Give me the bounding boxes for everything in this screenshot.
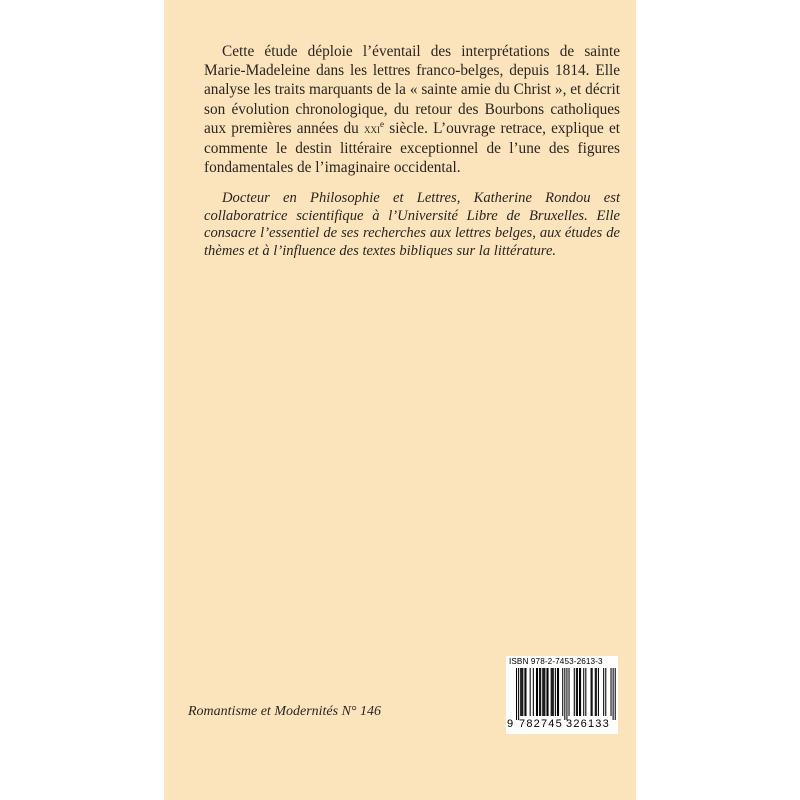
ean-first-digit: 9 [507, 718, 514, 730]
isbn-label: ISBN 978-2-7453-2613-3 [509, 657, 603, 666]
barcode-bar [530, 668, 531, 716]
isbn-barcode [506, 656, 618, 734]
author-bio: Docteur en Philosophie et Lettres, Katherine Rondou est collaboratrice scientifique à l’Université Libre de Bruxelles. Elle consacre l’essentiel de ses recherches aux lettres belges, aux études de thèmes et à l’influence des textes bibliques sur la littérature. [204, 190, 620, 259]
summary-paragraph [204, 42, 620, 177]
barcode-bar [518, 668, 519, 720]
ean-right-group: 326133 [566, 718, 610, 730]
barcode-bar [592, 668, 593, 716]
barcode-bar [596, 668, 597, 716]
barcode-bar [555, 668, 556, 716]
barcode-bar [536, 668, 537, 716]
ean-left-group: 782745 [519, 718, 563, 730]
barcode-bar [537, 668, 538, 716]
barcode-bar [564, 668, 565, 720]
barcode-bar [553, 668, 554, 716]
barcode-bar [524, 668, 525, 716]
barcode-bar [585, 668, 586, 716]
century-numeral: xxi [364, 121, 380, 136]
barcode-bar [605, 668, 606, 716]
barcode-bar [569, 668, 570, 716]
barcode-bar [552, 668, 553, 716]
barcode-bar [583, 668, 584, 716]
barcode-bar [543, 668, 544, 716]
barcode-bar [558, 668, 559, 716]
back-cover [164, 0, 636, 800]
barcode-bar [579, 668, 580, 716]
summary-text-part2: siècle. L’ouvrage retrace, explique et commente le destin littéraire exceptionnel de l’une des figures fondamentales de l’imaginaire occidental. [204, 119, 621, 177]
barcode-bar [516, 668, 517, 720]
barcode-bar [521, 668, 522, 716]
barcode-bar [522, 668, 523, 716]
barcode-bar [580, 668, 581, 716]
summary-text-part1: Cette étude déploie l’éventail des interprétations de sainte Marie-Madeleine dans les lettres franco-belges, depuis 1814. Elle analyse les traits marquants de la « sainte amie du Christ », et décrit son évolution chronologique, du retour des Bourbons catholiques aux premières années du [204, 43, 620, 137]
series-title: Romantisme et Modernités N° 146 [188, 704, 382, 719]
barcode-bar [576, 668, 577, 716]
barcode-bar [557, 668, 558, 716]
barcode-bar [598, 668, 599, 716]
barcode-bar [551, 668, 552, 716]
barcode-bar [533, 668, 534, 716]
barcode-bar [574, 668, 575, 716]
barcode-bar [615, 668, 616, 720]
barcode-bar [613, 668, 614, 720]
barcode-bar [611, 668, 612, 716]
barcode-bar [542, 668, 543, 716]
century-superscript: e [380, 118, 385, 129]
barcode-bar [546, 668, 547, 716]
barcode-bar [566, 668, 567, 720]
barcode-bar [595, 668, 596, 716]
barcode-bar [540, 668, 541, 716]
barcode-bar [525, 668, 526, 716]
barcode-bar [577, 668, 578, 716]
barcode-bar [591, 668, 592, 716]
barcode-bar [548, 668, 549, 716]
barcode-bar [603, 668, 604, 716]
barcode-bar [562, 668, 563, 716]
barcode-bar [544, 668, 545, 716]
barcode-bar [520, 668, 521, 716]
barcode-bar [539, 668, 540, 716]
barcode-bars [506, 668, 618, 720]
